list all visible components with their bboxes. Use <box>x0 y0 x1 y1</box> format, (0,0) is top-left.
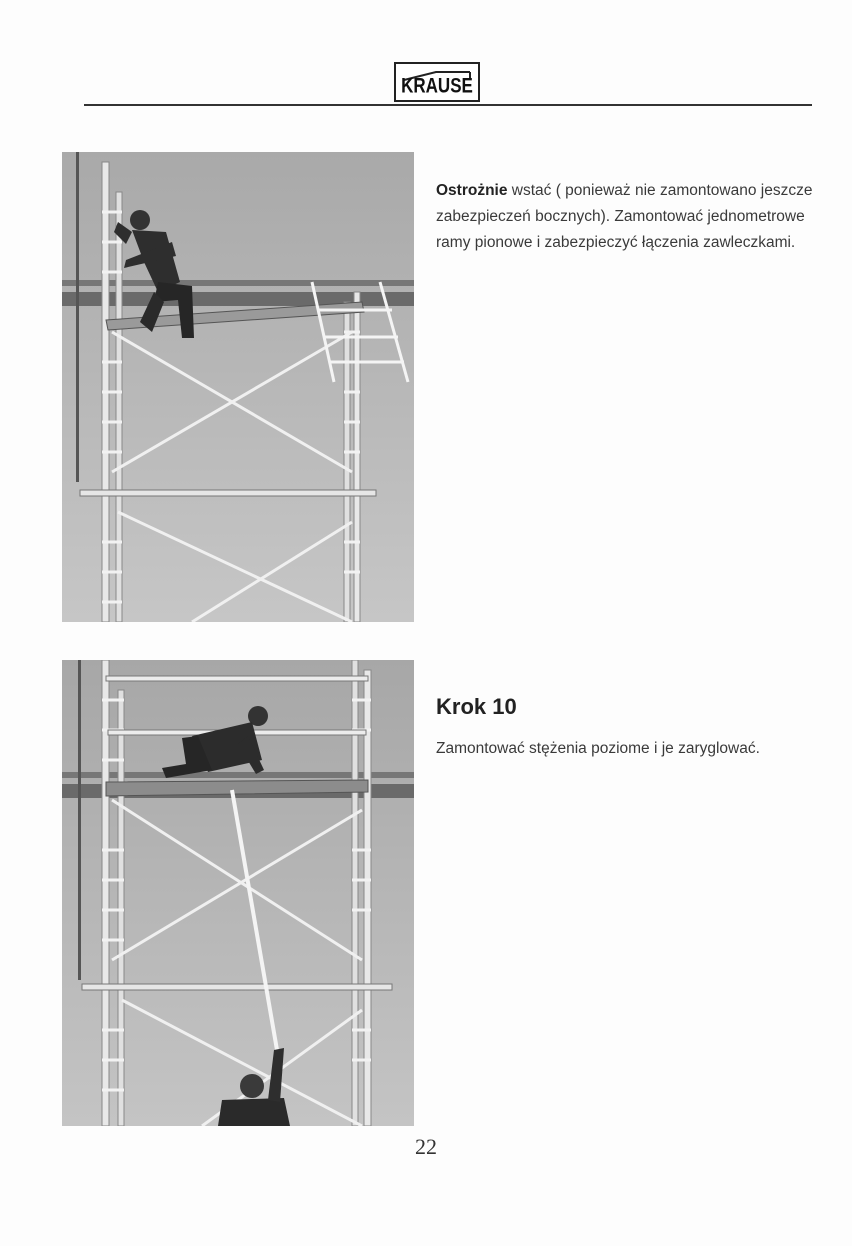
krause-logo <box>394 62 480 102</box>
caution-word: Ostrożnie <box>436 182 508 199</box>
logo-text: KRAUSE <box>401 73 473 98</box>
step-10-title: Krok 10 <box>436 694 517 719</box>
scaffold-photo-step-9 <box>62 152 414 622</box>
step-9-caption-text: wstać ( ponieważ nie zamontowano jeszcze zabezpieczeń bocznych). Zamontować jednometrowe ramy pionowe i zabezpieczyć łączenia zawleczkami. <box>436 182 813 251</box>
header-divider <box>84 104 812 106</box>
step-10-caption: Zamontować stężenia poziome i je zaryglować. <box>436 740 760 757</box>
step-9-caption <box>436 178 816 256</box>
page-number: 22 <box>415 1134 437 1159</box>
scaffold-photo-step-10 <box>62 660 414 1126</box>
